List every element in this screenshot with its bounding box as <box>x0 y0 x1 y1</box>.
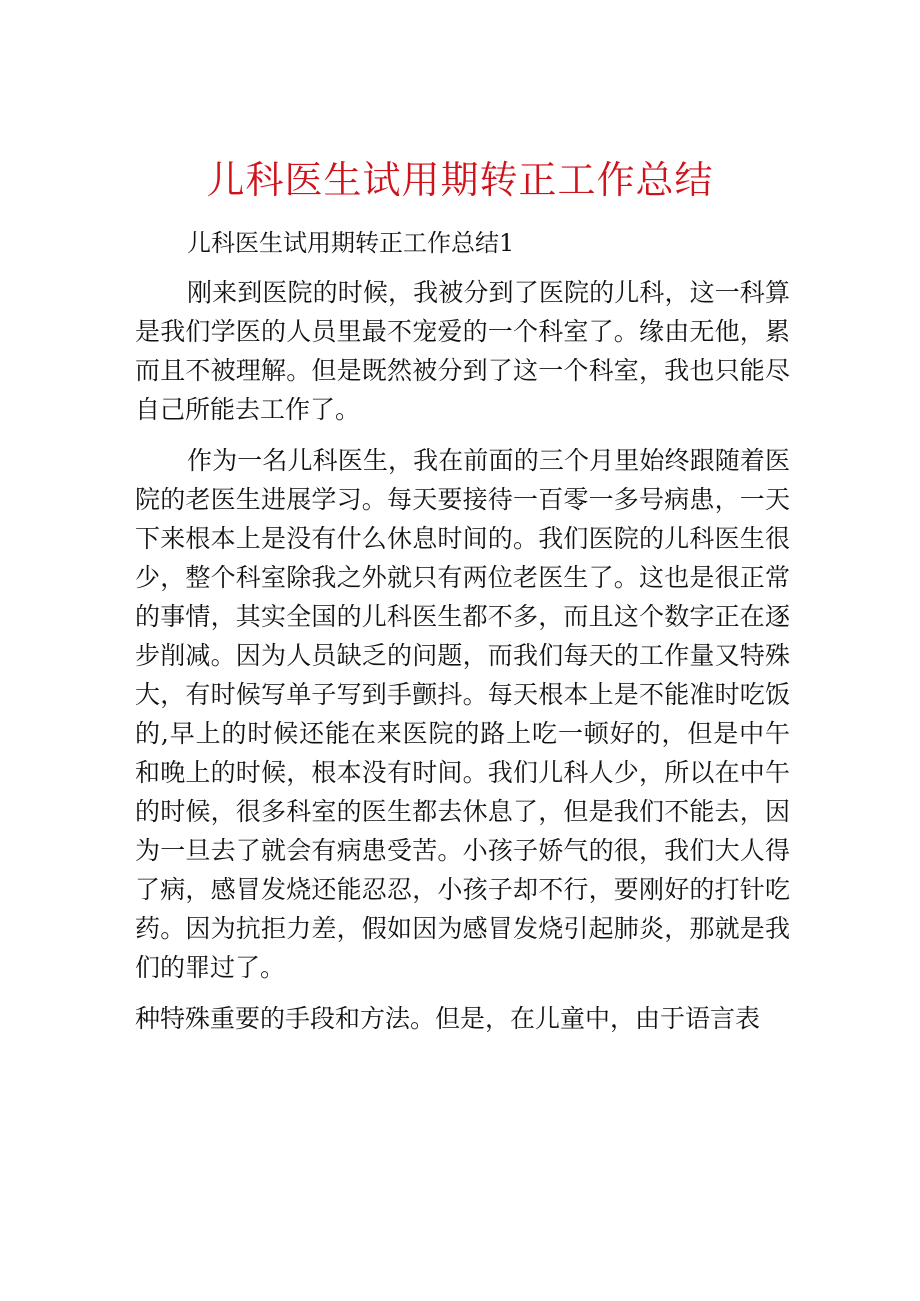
paragraph-1: 刚来到医院的时候，我被分到了医院的儿科，这一科算是我们学医的人员里最不宠爱的一个科室了。缘由无他，累而且不被理解。但是既然被分到了这一个科室，我也只能尽自己所能去工作了。 <box>135 278 790 424</box>
paragraph-2: 作为一名儿科医生，我在前面的三个月里始终跟随着医院的老医生进展学习。每天要接待一百零一多号病患，一天下来根本上是没有什么休息时间的。我们医院的儿科医生很少，整个科室除我之外就只有两位老医生了。这也是很正常的事情，其实全国的儿科医生都不多，而且这个数字正在逐步削减。因为人员缺乏的问题，而我们每天的工作量又特殊大，有时候写单子写到手颤抖。每天根本上是不能准时吃饭的,早上的时候还能在来医院的路上吃一顿好的，但是中午和晚上的时候，根本没有时间。我们儿科人少，所以在中午的时候，很多科室的医生都去休息了，但是我们不能去，因为一旦去了就会有病患受苦。小孩子娇气的很，我们大人得了病，感冒发烧还能忍忍，小孩子却不行，要刚好的打针吃药。因为抗拒力差，假如因为感冒发烧引起肺炎，那就是我们的罪过了。 <box>135 446 790 982</box>
paragraph-trailing: 种特殊重要的手段和方法。但是，在儿童中，由于语言表 <box>135 1004 761 1033</box>
document-title: 儿科医生试用期转正工作总结 <box>206 158 714 202</box>
section-subheading: 儿科医生试用期转正工作总结1 <box>187 229 515 257</box>
document-body <box>135 224 790 1050</box>
